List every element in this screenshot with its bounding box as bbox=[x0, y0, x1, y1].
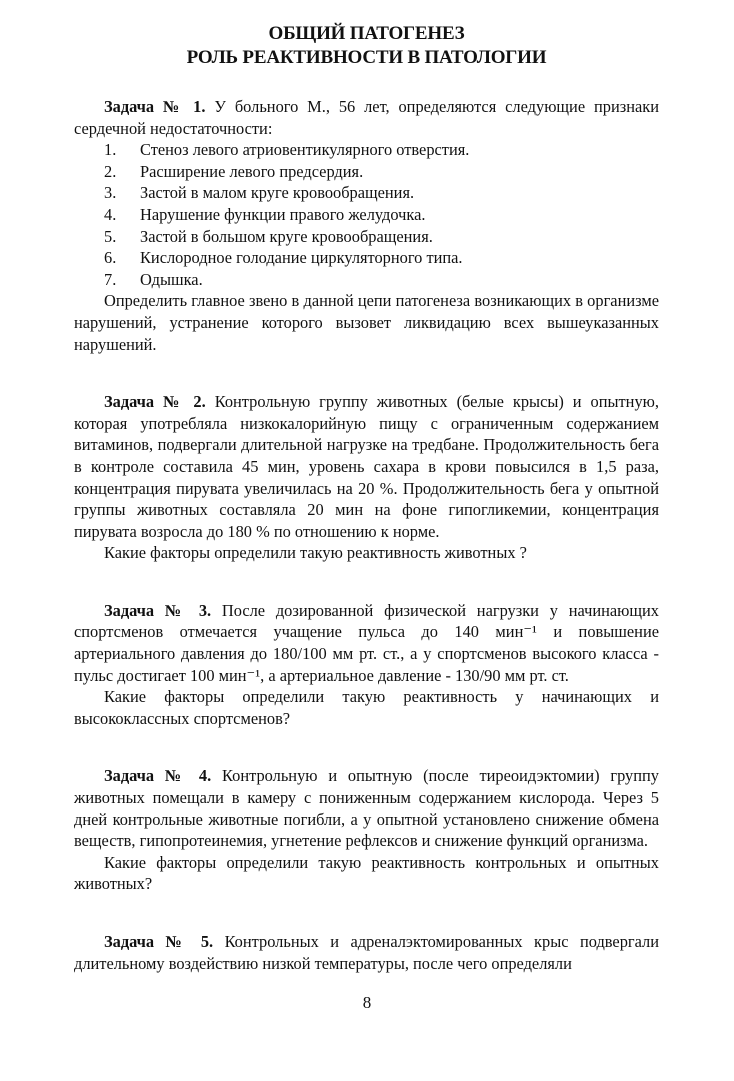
task-1-intro bbox=[74, 96, 659, 139]
task-1-question: Определить главное звено в данной цепи патогенеза возникающих в организме нарушений, устранение которого вызовет ликвидацию всех вышеуказанных нарушений. bbox=[74, 291, 659, 354]
task-4-intro-text: Контрольную и опытную (после тиреоидэктомии) группу животных помещали в камеру с пониженным содержанием кислорода. Через 5 дней контрольные животные погибли, а у опытной установлено снижение обмена веществ, гипопротеинемия, угнетение рефлексов и снижение функций организма. bbox=[74, 766, 659, 851]
task-4-label: Задача № 4. bbox=[104, 766, 212, 786]
task-2-intro bbox=[74, 391, 659, 542]
list-item bbox=[74, 269, 659, 291]
task-3-intro-text: После дозированной физической нагрузки у начинающих спортсменов отмечается учащение пульса до 140 мин⁻¹ и повышение артериального давления до 180/100 мм рт. ст., а у спортсменов высокого класса - пульс достигает 100 мин⁻¹, а артериальное давление - 130/90 мм рт. ст. bbox=[74, 600, 659, 685]
task-4 bbox=[74, 765, 659, 895]
list-item bbox=[74, 204, 659, 226]
list-item-number: 3. bbox=[104, 183, 117, 203]
title-line-1: ОБЩИЙ ПАТОГЕНЕЗ bbox=[268, 23, 465, 44]
list-item bbox=[74, 247, 659, 269]
task-1 bbox=[74, 96, 659, 355]
list-item-text: Расширение левого предсердия. bbox=[140, 161, 364, 181]
task-1-intro-text: У больного М., 56 лет, определяются следующие признаки сердечной недостаточности: bbox=[74, 97, 659, 138]
document-page bbox=[74, 22, 659, 974]
task-2-label: Задача № 2. bbox=[104, 392, 206, 412]
task-1-list bbox=[74, 139, 659, 290]
page-number: 8 bbox=[362, 993, 372, 1012]
task-2-intro-text: Контрольную группу животных (белые крысы) и опытную, которая употребляла низкокалорийную пищу с ограниченным содержанием витаминов, подвергали длительной нагрузке на тредбане. Продолжительность бега в контроле составила 45 мин, уровень сахара в крови повысился в 1,5 раза, концентрация пирувата увеличилась на 20 %. Продолжительность бега у опытной группы животных составляла 20 мин на фоне гипогликемии, концентрация пирувата возросла до 180 % по отношению к норме. bbox=[74, 392, 659, 541]
task-2-question: Какие факторы определили такую реактивность животных ? bbox=[104, 543, 527, 563]
list-item bbox=[74, 226, 659, 248]
task-3-intro bbox=[74, 600, 659, 686]
list-item-text: Застой в малом круге кровообращения. bbox=[140, 183, 415, 203]
task-2 bbox=[74, 391, 659, 564]
list-item-number: 6. bbox=[104, 248, 117, 268]
list-item-number: 5. bbox=[104, 226, 117, 246]
section-spacer bbox=[74, 729, 659, 765]
task-4-question: Какие факторы определили такую реактивность контрольных и опытных животных? bbox=[74, 852, 659, 894]
list-item bbox=[74, 161, 659, 183]
task-5-label: Задача № 5. bbox=[104, 932, 214, 951]
list-item bbox=[74, 139, 659, 161]
section-spacer bbox=[74, 564, 659, 600]
list-item-text: Одышка. bbox=[140, 269, 203, 289]
list-item-text: Стеноз левого атриовентикулярного отверстия. bbox=[140, 140, 470, 160]
task-5-intro bbox=[74, 931, 659, 974]
list-item-text: Нарушение функции правого желудочка. bbox=[140, 204, 426, 224]
list-item bbox=[74, 182, 659, 204]
task-3 bbox=[74, 600, 659, 730]
section-spacer bbox=[74, 355, 659, 391]
task-3-label: Задача № 3. bbox=[104, 600, 212, 620]
list-item-text: Застой в большом круге кровообращения. bbox=[140, 226, 433, 246]
section-spacer bbox=[74, 895, 659, 931]
task-4-intro bbox=[74, 765, 659, 851]
task-5 bbox=[74, 931, 659, 974]
title-line-2: РОЛЬ РЕАКТИВНОСТИ В ПАТОЛОГИИ bbox=[186, 47, 547, 68]
list-item-number: 7. bbox=[104, 269, 117, 289]
task-5-intro-text: Контрольных и адреналэктомированных крыс подвергали длительному воздействию низкой температуры, после чего определяли bbox=[74, 932, 659, 973]
list-item-number: 2. bbox=[104, 161, 117, 181]
list-item-number: 1. bbox=[104, 140, 117, 160]
list-item-number: 4. bbox=[104, 204, 117, 224]
list-item-text: Кислородное голодание циркуляторного типа. bbox=[140, 248, 463, 268]
task-1-label: Задача № 1. bbox=[104, 97, 206, 116]
page-title bbox=[74, 22, 659, 70]
task-3-question: Какие факторы определили такую реактивность у начинающих и высококлассных спортсменов? bbox=[74, 687, 659, 728]
